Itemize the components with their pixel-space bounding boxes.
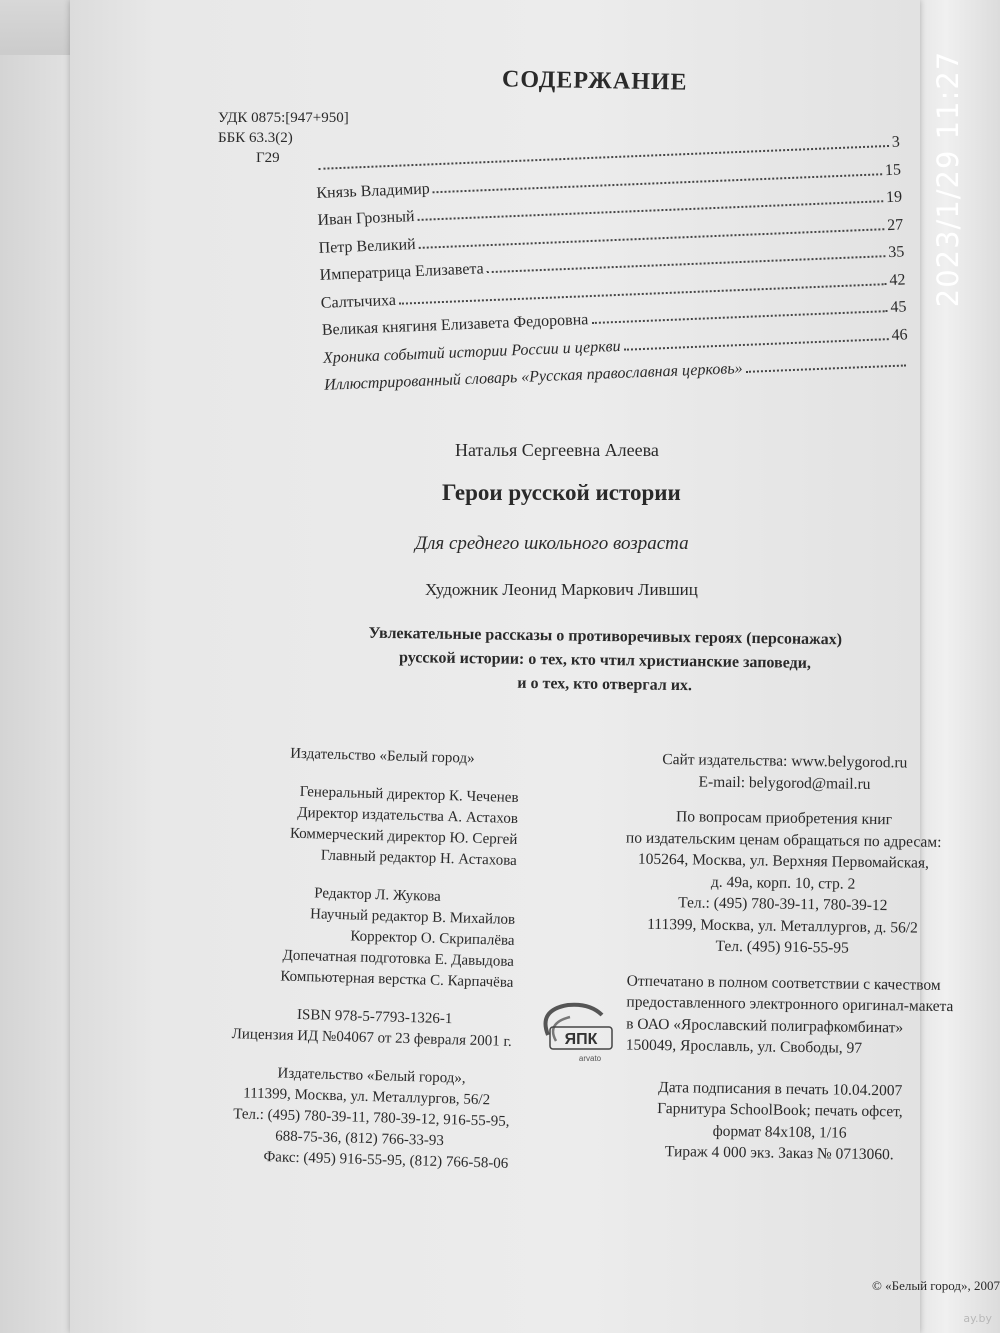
toc-heading: СОДЕРЖАНИЕ (501, 66, 688, 96)
isbn: ISBN 978-5-7793-1326-1 (296, 1006, 453, 1028)
email: E-mail: belygorod@mail.ru (698, 773, 871, 793)
toc-entry-page: 15 (884, 161, 902, 179)
printer-line: Отпечатано в полном соответствии с качеством (626, 972, 941, 994)
credit-line: Научный редактор В. Михайлов (309, 906, 516, 928)
website: Сайт издательства: www.belygorod.ru (662, 751, 908, 772)
editors-block (153, 879, 516, 994)
page-edge (0, 55, 75, 1333)
imprint-right-column (584, 748, 980, 1181)
photo-timestamp (928, 42, 968, 322)
toc-leader-dots (487, 255, 886, 273)
annotation-line: Увлекательные рассказы о противоречивых героях (персонажах) (368, 624, 843, 649)
purchase-line: 111399, Москва, ул. Металлургов, д. 56/2 (647, 915, 919, 937)
web-block (589, 748, 980, 796)
address-line: Тел.: (495) 780-39-11, 780-39-12, 916-55-95, (233, 1106, 510, 1130)
annotation (305, 621, 906, 701)
purchase-line: Тел.: (495) 780-39-11, 780-39-12 (678, 894, 888, 915)
credit-line: Директор издательства А. Астахов (297, 804, 519, 828)
artist-credit: Художник Леонид Маркович Лившиц (425, 580, 698, 599)
credit-line: Генеральный директор К. Чеченев (299, 783, 519, 807)
address-line: 688-75-36, (812) 766-33-93 (275, 1128, 445, 1150)
credit-line: Главный редактор Н. Астахова (320, 847, 517, 870)
imprint-left-column (148, 740, 520, 1192)
purchase-line: Тел. (495) 916-55-95 (715, 937, 849, 957)
print-details-block (584, 1075, 975, 1166)
address-line: Факс: (495) 916-55-95, (812) 766-58-06 (263, 1149, 509, 1172)
purchase-line: По вопросам приобретения книг (675, 808, 893, 829)
toc-entry-title: Иллюстрированный словарь «Русская православная церковь» (323, 360, 743, 394)
publisher-name: Издательство «Белый город» (289, 745, 475, 767)
purchase-line: д. 49а, корп. 10, стр. 2 (710, 873, 856, 893)
toc-entry-title: Салтычиха (320, 291, 397, 312)
toc-entry-title: Иван Грозный (317, 208, 415, 229)
purchase-line: 105264, Москва, ул. Верхняя Первомайская, (637, 850, 930, 872)
toc-entry-title: Петр Великий (318, 235, 416, 257)
annotation-line: русской истории: о тех, кто чтил христианские заповеди, (398, 649, 812, 672)
credit-line: Корректор О. Скрипалёва (350, 928, 515, 949)
toc-entry-page: 19 (885, 188, 903, 207)
book-title: Герои русской истории (442, 480, 681, 505)
toc-entry-title: Императрица Елизавета (319, 260, 485, 284)
logo-subtext: arvato (578, 1054, 602, 1063)
print-detail: формат 84х108, 1/16 (712, 1122, 847, 1142)
toc-entry-page: 27 (886, 215, 904, 234)
publisher-block (159, 740, 519, 771)
book-subtitle: Для среднего школьного возраста (415, 533, 689, 554)
table-of-contents (315, 134, 909, 405)
license: Лицензия ИД №04067 от 23 февраля 2001 г. (231, 1026, 512, 1050)
toc-entry-page: 35 (887, 243, 905, 262)
publisher-address-block (148, 1060, 511, 1175)
toc-entry-title: Хроника событий истории России и церкви (322, 337, 621, 367)
isbn-block (152, 1001, 513, 1053)
toc-entry-title: Великая княгиня Елизавета Федоровна (321, 311, 589, 339)
author-name: Наталья Сергеевна Алеева (455, 440, 659, 460)
credit-line: Редактор Л. Жукова (314, 885, 441, 905)
address-line: 111399, Москва, ул. Металлургов, 56/2 (243, 1085, 491, 1109)
printer-logo (528, 995, 620, 1065)
credit-line: Коммерческий директор Ю. Сергей (289, 825, 518, 849)
print-detail: Дата подписания в печать 10.04.2007 (658, 1078, 903, 1099)
management-block (157, 778, 519, 872)
purchase-block (587, 805, 979, 961)
copyright: © «Белый город», 2007 (872, 1278, 1000, 1293)
credit-line: Компьютерная верстка С. Карпачёва (280, 968, 514, 991)
purchase-line: по издательским ценам обращаться по адресам: (625, 829, 942, 851)
credit-line: Допечатная подготовка Е. Давыдова (282, 947, 515, 970)
timestamp-text: 2023/1/29 11:27 (931, 50, 965, 308)
printer-line: в ОАО «Ярославский полиграфкомбинат» (626, 1015, 904, 1036)
author-mark: Г29 (256, 150, 280, 166)
toc-entry-page: 3 (891, 133, 901, 151)
toc-entry-page: 46 (891, 325, 908, 344)
watermark: ay.by (963, 1312, 992, 1325)
toc-leader-dots (746, 364, 906, 372)
print-detail: Тираж 4 000 экз. Заказ № 0713060. (664, 1143, 894, 1164)
toc-entry-title: Князь Владимир (316, 179, 431, 202)
address-line: Издательство «Белый город», (277, 1065, 466, 1087)
printer-block (586, 969, 977, 1060)
toc-leader-dots (624, 338, 889, 351)
print-detail: Гарнитура SchoolBook; печать офсет, (657, 1099, 903, 1121)
annotation-line: и о тех, кто отвергал их. (517, 674, 693, 695)
printer-line: предоставленного электронного оригинал-макета (626, 993, 954, 1016)
logo-text: ЯПК (564, 1031, 598, 1048)
toc-entry-page: 45 (890, 298, 907, 317)
bbk-code: ББК 63.3(2) (218, 130, 293, 146)
udk-code: УДК 0875:[947+950] (218, 110, 349, 126)
toc-entry-page: 42 (889, 270, 906, 289)
printer-line: 150049, Ярославль, ул. Свободы, 97 (625, 1036, 863, 1057)
toc-leader-dots (591, 310, 887, 324)
